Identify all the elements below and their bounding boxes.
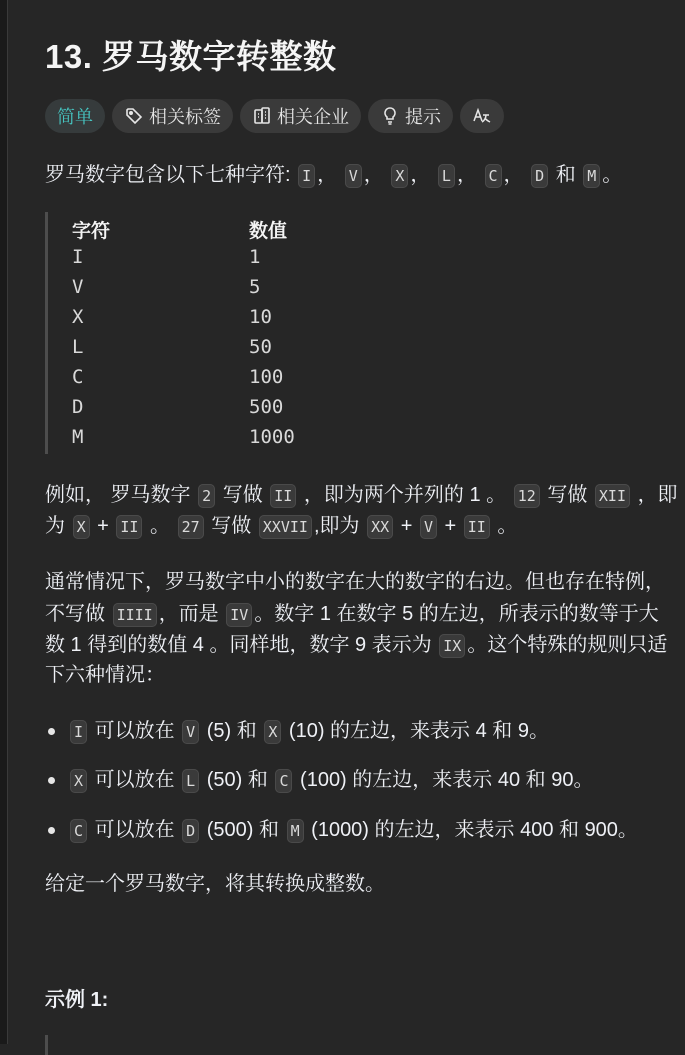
inline-code: M (287, 819, 304, 843)
code-L: L (438, 164, 455, 188)
task-statement: 给定一个罗马数字，将其转换成整数。 (45, 873, 385, 895)
header-symbol: 字符 (72, 221, 111, 242)
difficulty-label: 简单 (57, 107, 93, 127)
inline-code: D (182, 819, 199, 843)
code-V: V (345, 164, 362, 188)
text: 例如， 罗马数字 (45, 484, 191, 506)
text: (500) 和 (206, 819, 279, 841)
sep-2: ， (363, 164, 384, 186)
table-row (72, 336, 272, 358)
row-symbol: D (72, 396, 84, 418)
text: ,即为 (313, 515, 360, 537)
example-1-title: 示例 1: (45, 989, 109, 1011)
inline-code: IX (439, 634, 465, 658)
left-panel-edge (0, 0, 8, 1044)
inline-code: 12 (514, 484, 540, 508)
special-paragraph-line-3 (45, 629, 667, 662)
rule-text (68, 715, 549, 748)
translate-icon (472, 106, 492, 126)
inline-code: II (464, 515, 490, 539)
text: 为 (45, 515, 65, 537)
inline-code: C (275, 769, 292, 793)
table-row (72, 396, 284, 418)
bullet-dot (48, 728, 55, 735)
inline-code: X (70, 769, 87, 793)
bullet-dot (48, 827, 55, 834)
code-M: M (583, 164, 600, 188)
inline-code: XII (595, 484, 630, 508)
problem-title: 13. 罗马数字转整数 (45, 38, 337, 75)
text: 可以放在 (94, 769, 175, 791)
table-header (72, 216, 288, 243)
inline-code: II (270, 484, 296, 508)
code-C: C (485, 164, 502, 188)
code-I: I (298, 164, 315, 188)
special-paragraph-line-4: 下六种情况： (45, 664, 165, 686)
inline-code: 27 (178, 515, 204, 539)
text: (10) 的左边，来表示 4 和 9。 (288, 720, 549, 742)
tag-row (45, 99, 504, 133)
inline-code: V (420, 515, 437, 539)
example-1-block (45, 1035, 348, 1055)
building-icon (252, 106, 272, 126)
inline-code: II (116, 515, 142, 539)
example-paragraph-line-1 (45, 479, 678, 512)
table-row (72, 246, 261, 268)
companies-tag-button[interactable] (240, 99, 361, 133)
tag-icon (124, 106, 144, 126)
sep-5: ， (503, 164, 524, 186)
text: 数 1 得到的数值 4 。同样地，数字 9 表示为 (45, 634, 432, 656)
difficulty-badge (45, 99, 105, 133)
lightbulb-icon (380, 106, 400, 126)
row-symbol: M (72, 426, 84, 448)
text: (5) 和 (206, 720, 257, 742)
inline-code: V (182, 720, 199, 744)
sep-4: ， (456, 164, 477, 186)
inline-code: I (70, 720, 87, 744)
text: (50) 和 (206, 769, 268, 791)
plus-sign: + (97, 515, 109, 537)
topics-tag-label: 相关标签 (149, 107, 221, 127)
table-row (72, 306, 272, 328)
header-value: 数值 (249, 221, 288, 242)
row-value: 100 (249, 366, 284, 388)
inline-code: XX (367, 515, 393, 539)
text: (100) 的左边，来表示 40 和 90。 (300, 769, 594, 791)
code-D: D (531, 164, 548, 188)
text: 。数字 1 在数字 5 的左边，所表示的数等于大 (254, 603, 659, 625)
row-value: 1 (249, 246, 261, 268)
row-symbol: V (72, 276, 84, 298)
inline-code: 2 (198, 484, 215, 508)
row-value: 50 (249, 336, 272, 358)
text: 写做 (211, 515, 252, 537)
text: 不写做 (45, 603, 105, 625)
text: 写做 (547, 484, 588, 506)
special-paragraph-line-1: 通常情况下，罗马数字中小的数字在大的数字的右边。但也存在特例， (45, 571, 665, 593)
and-word: 和 (555, 164, 576, 186)
text: 可以放在 (94, 819, 175, 841)
sep-1: ， (317, 164, 338, 186)
row-value: 10 (249, 306, 272, 328)
sep-3: ， (410, 164, 431, 186)
text: 写做 (222, 484, 263, 506)
inline-code: IV (226, 603, 252, 627)
plus-sign: + (400, 515, 413, 537)
bullet-dot (48, 777, 55, 784)
intro-paragraph (45, 159, 622, 192)
topics-tag-button[interactable] (112, 99, 233, 133)
row-symbol: I (72, 246, 84, 268)
inline-code: XXVII (259, 515, 312, 539)
table-row (72, 276, 261, 298)
special-paragraph-line-2 (45, 598, 659, 631)
text: 。 (150, 515, 171, 537)
plus-sign: + (444, 515, 457, 537)
inline-code: C (70, 819, 87, 843)
text: (1000) 的左边，来表示 400 和 900。 (311, 819, 638, 841)
row-symbol: C (72, 366, 84, 388)
companies-tag-label: 相关企业 (277, 107, 349, 127)
intro-text: 罗马数字包含以下七种字符: (45, 164, 291, 186)
text: 可以放在 (94, 720, 175, 742)
inline-code: X (264, 720, 281, 744)
text: 。这个特殊的规则只适 (467, 634, 668, 656)
inline-code: X (73, 515, 90, 539)
example-paragraph-line-2 (45, 510, 517, 543)
row-symbol: X (72, 306, 84, 328)
rule-text (68, 764, 593, 797)
table-row (72, 426, 295, 448)
row-value: 5 (249, 276, 261, 298)
table-row (72, 366, 284, 388)
row-value: 500 (249, 396, 284, 418)
text: ，即 (637, 484, 678, 506)
row-symbol: L (72, 336, 84, 358)
text: 。 (497, 515, 518, 537)
hint-button[interactable] (368, 99, 453, 133)
text: ，而是 (158, 603, 219, 625)
hint-label: 提示 (405, 107, 441, 127)
code-X: X (391, 164, 408, 188)
rule-text (68, 814, 638, 847)
translate-button[interactable] (460, 99, 504, 133)
inline-code: L (182, 769, 199, 793)
intro-end: 。 (602, 164, 623, 186)
text: ，即为两个并列的 1 。 (303, 484, 507, 506)
symbol-value-table (45, 212, 348, 454)
inline-code: IIII (113, 603, 157, 627)
row-value: 1000 (249, 426, 295, 448)
